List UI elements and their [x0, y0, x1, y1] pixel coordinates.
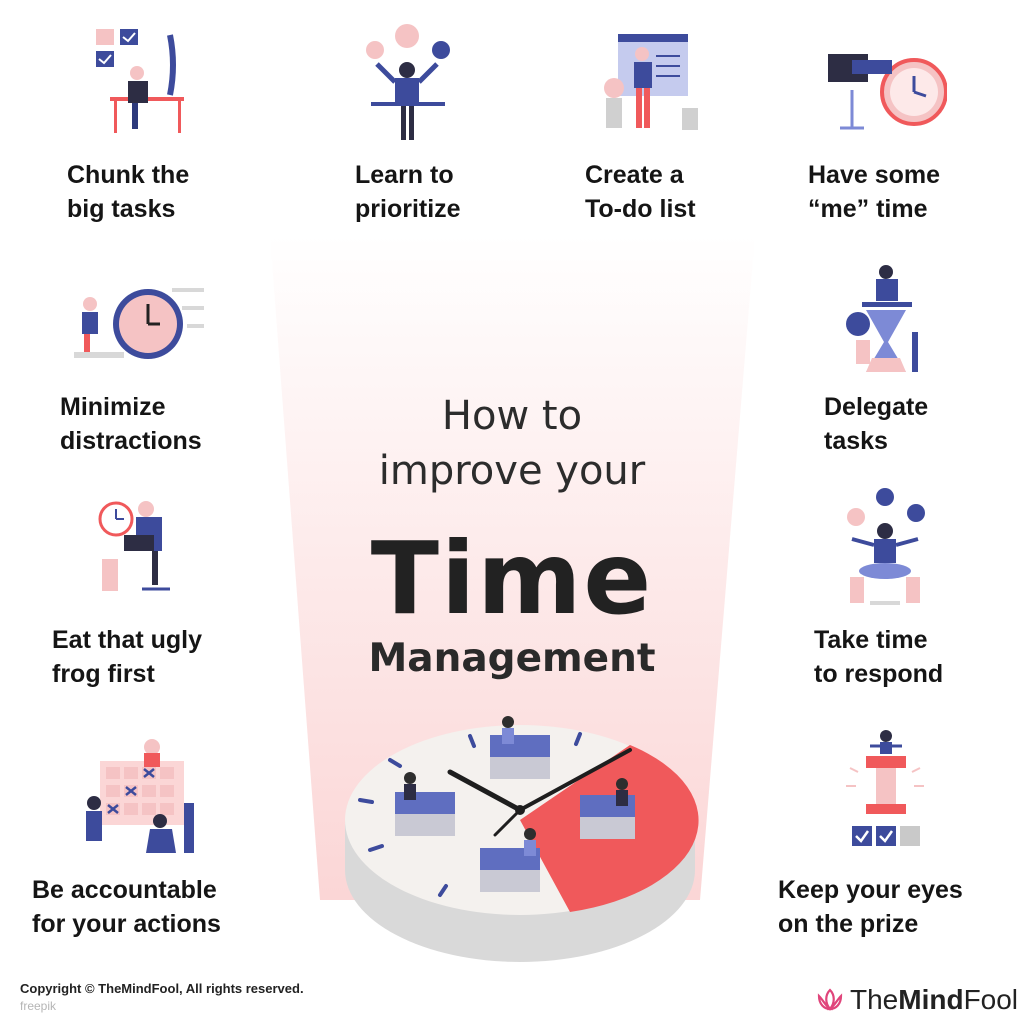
tip-take-time — [814, 623, 1014, 691]
title-improve-your: improve your — [378, 448, 646, 494]
chunk-tasks-illustration — [92, 25, 192, 137]
minimize-distractions-illustration — [72, 280, 207, 362]
title-how-to: How to — [441, 393, 583, 439]
tip-accountable — [32, 873, 272, 941]
tip-label: Minimize distractions — [60, 393, 202, 455]
tip-learn-prioritize — [355, 158, 555, 226]
tip-label: Eat that ugly frog first — [52, 626, 203, 688]
tip-label: Be accountable for your actions — [32, 876, 221, 938]
brand-logo[interactable] — [816, 983, 1018, 1017]
tip-label: Delegate tasks — [824, 393, 929, 455]
tip-label: Keep your eyes on the prize — [778, 876, 963, 938]
prioritize-illustration — [357, 18, 457, 143]
take-time-respond-illustration — [840, 487, 930, 607]
copyright-text: Copyright © TheMindFool, All rights reserved. — [20, 981, 304, 996]
tip-minimize-distractions — [60, 390, 260, 458]
tip-label: Have some “me” time — [808, 161, 941, 223]
tip-eyes-on-prize — [778, 873, 1008, 941]
tip-delegate-tasks — [824, 390, 1024, 458]
tip-label: Chunk the big tasks — [67, 161, 190, 223]
tip-me-time — [808, 158, 1008, 226]
me-time-illustration — [822, 30, 947, 135]
tip-label: Learn to prioritize — [355, 161, 461, 223]
delegate-tasks-illustration — [842, 262, 927, 377]
tip-label: Take time to respond — [814, 626, 944, 688]
title-management: Management — [368, 636, 656, 681]
todo-list-illustration — [596, 28, 706, 133]
tip-label: Create a To-do list — [585, 161, 696, 223]
clock-desk-illustration — [330, 700, 710, 980]
brand-name — [850, 984, 1018, 1016]
brand-name-bold: Mind — [898, 984, 964, 1015]
tip-eat-frog — [52, 623, 272, 691]
lotus-icon — [816, 987, 844, 1013]
image-credit: freepik — [20, 999, 57, 1013]
brand-name-tail: Fool — [963, 984, 1019, 1015]
eat-frog-illustration — [98, 497, 183, 597]
eyes-on-prize-illustration — [840, 728, 930, 853]
brand-name-light: The — [850, 984, 899, 1015]
title-time: Time — [370, 520, 654, 637]
tip-todo-list — [585, 158, 785, 226]
tip-chunk-tasks — [67, 158, 267, 226]
accountable-illustration — [80, 733, 205, 858]
